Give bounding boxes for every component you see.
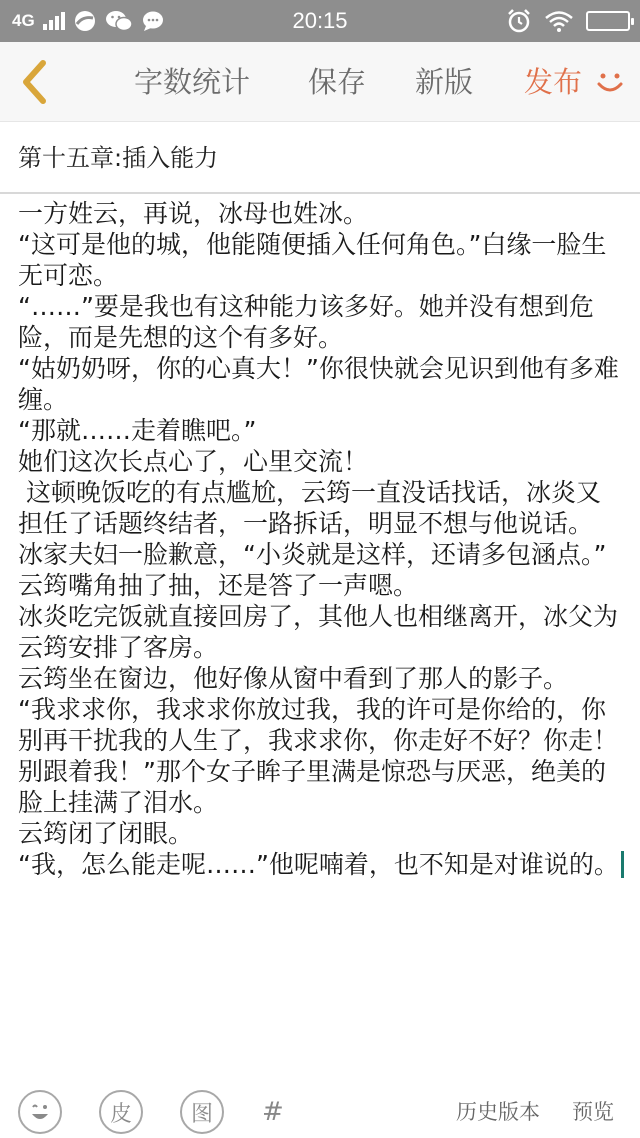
paragraph: 云筠嘴角抽了抽，还是答了一声嗯。	[18, 571, 419, 600]
preview-button[interactable]: 预览	[572, 1100, 614, 1124]
chapter-body-editor[interactable]	[18, 198, 624, 1086]
status-bar	[0, 0, 640, 42]
editor-toolbar	[0, 42, 640, 122]
paragraph: 冰家夫妇一脸歉意，“小炎就是这样，还请多包涵点。”	[18, 540, 607, 569]
save-button[interactable]: 保存	[308, 65, 367, 99]
paragraph: “……”要是我也有这种能力该多好。她并没有想到危险，而是先想的这个有多好。	[18, 292, 594, 352]
wifi-icon	[544, 9, 574, 33]
paragraph: 这顿晚饭吃的有点尴尬，云筠一直没话找话，冰炎又担任了话题终结者，一路拆话，明显不想与他说话。	[18, 478, 601, 538]
history-version-button[interactable]: 历史版本	[456, 1100, 540, 1124]
browser-icon	[73, 9, 97, 33]
status-right	[506, 0, 630, 42]
paragraph: 她们这次长点心了，心里交流！	[18, 447, 369, 476]
publish-button[interactable]: 发布	[524, 65, 583, 99]
wechat-icon	[105, 9, 133, 33]
paragraph: 一方姓云，再说，冰母也姓冰。	[18, 199, 369, 228]
paragraph: “那就……走着瞧吧。”	[18, 416, 257, 445]
status-time: 20:15	[292, 8, 348, 33]
paragraph: 云筠坐在窗边，他好像从窗中看到了那人的影子。	[18, 664, 569, 693]
chapter-title: 第十五章:插入能力	[18, 144, 219, 172]
paragraph: 冰炎吃完饭就直接回房了，其他人也相继离开，冰父为云筠安排了客房。	[18, 602, 619, 662]
paragraph-text: “我，怎么能走呢……”他呢喃着，也不知是对谁说的。	[18, 850, 619, 879]
signal-icon	[43, 12, 65, 30]
message-icon	[141, 9, 165, 33]
new-version-button[interactable]: 新版	[415, 65, 474, 99]
paragraph: 云筠闭了闭眼。	[18, 819, 194, 848]
paragraph: “姑奶奶呀，你的心真大！”你很快就会见识到他有多难缠。	[18, 354, 619, 414]
alarm-icon	[506, 8, 532, 34]
emoji-icon	[26, 1098, 54, 1126]
chapter-title-field[interactable]	[0, 122, 640, 194]
last-paragraph	[18, 849, 624, 880]
text-caret	[621, 851, 624, 878]
paragraph: “这可是他的城，他能随便插入任何角色。”白缘一脸生无可恋。	[18, 230, 607, 290]
paragraph: “我求求你，我求求你放过我，我的许可是你给的，你别再干扰我的人生了，我求求你，你走好不好？你走！别跟着我！”那个女子眸子里满是惊恐与厌恶，绝美的脸上挂满了泪水。	[18, 695, 619, 817]
image-button[interactable]: 图	[180, 1090, 224, 1134]
network-type: 4G	[12, 11, 35, 30]
word-count-button[interactable]: 字数统计	[134, 65, 251, 99]
status-left	[12, 0, 165, 42]
editor-bottom-bar	[0, 1086, 640, 1138]
emoji-button[interactable]	[18, 1090, 62, 1134]
skin-button[interactable]: 皮	[99, 1090, 143, 1134]
chevron-left-icon	[19, 59, 49, 105]
hashtag-button[interactable]: #	[262, 1097, 284, 1127]
back-button[interactable]	[14, 56, 54, 108]
battery-icon	[586, 11, 630, 31]
smile-icon[interactable]	[594, 66, 626, 98]
